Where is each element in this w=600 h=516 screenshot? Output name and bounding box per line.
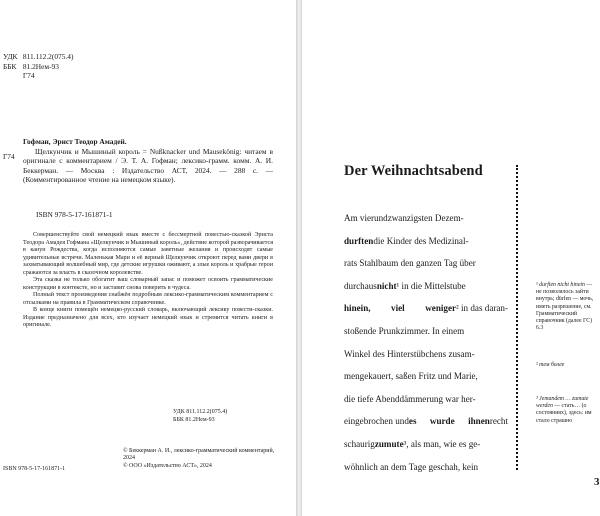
copyright-publisher: © ООО «Издательство АСТ», 2024 <box>123 462 212 469</box>
annotation-paragraph: Полный текст произведения снабжён подробным лексико-грамматическим комментарием с отсылками на правила в Грамматическом справочнике. <box>23 292 273 306</box>
text-line <box>344 456 508 479</box>
chapter-title: Der Weihnachtsabend <box>344 163 483 179</box>
commented-phrase: nicht <box>376 280 397 291</box>
g74-side: Г74 <box>3 152 15 161</box>
text-segment: Am vierundzwanzigsten Dezem- <box>344 213 464 223</box>
text-line <box>344 297 508 320</box>
footer-bbk: ББК 81.2Нем-93 <box>173 417 215 423</box>
dotted-rule <box>516 165 519 470</box>
copyright-commentary: © Беккерман А. И., лексико-грамматический комментарий, 2024 <box>123 448 275 462</box>
text-segment: rats Stahlbaum den ganzen Tag über <box>344 258 476 269</box>
left-page <box>0 0 296 516</box>
footnote-1: ¹ durften nicht hinein — не позволялось зайти внутрь; dürfen — мочь, иметь разрешение, см. Грамматический справочник (далее ГС) 6.3 <box>536 282 594 332</box>
text-segment: stoßende Prunkzimmer. In einem <box>344 325 465 336</box>
text-segment: ² in das daran- <box>456 303 508 314</box>
text-segment: eingebrochen und <box>344 416 409 427</box>
author-heading: Гофман, Эрнст Теодор Амадей. <box>23 137 127 146</box>
udk-line: УДК 811.112.2(075.4) <box>3 52 74 61</box>
text-segment: mengekauert, saßen Fritz und Marie, <box>344 371 478 382</box>
text-segment: ¹ in die Mittelstube <box>396 280 466 291</box>
text-line <box>344 252 508 275</box>
classification-block <box>3 52 73 81</box>
annotation <box>23 232 273 330</box>
copyright-block <box>123 448 283 470</box>
text-segment: schaurig <box>344 438 375 449</box>
text-line <box>344 433 508 456</box>
page-number: 3 <box>594 476 600 488</box>
text-line <box>344 343 508 366</box>
text-line <box>344 365 508 388</box>
footer-udk: УДК 811.112.2(075.4) <box>173 409 228 415</box>
bibliographic-description: Щелкунчик и Мышиный король = Nußknacker und Mausekönig: читаем в оригинале с комментарием / Э. Т. А. Гофман; лексико-грамм. комм. А. И. Беккерман. — Москва : Издательство АСТ, 2024. — 288 с. — (Комментированное чтение на немецком языке). <box>23 146 273 185</box>
bibliographic-entry <box>23 137 273 185</box>
annotation-paragraph: В конце книги помещён немецко-русский словарь, включающий лексику повести-сказки. Издание предназначено для всех, кто изучает немецкий язык и стремится читать книги в оригинале. <box>23 307 273 328</box>
commented-phrase: durften <box>344 235 374 246</box>
text-line <box>344 320 508 343</box>
annotation-paragraph: Эта сказка не только обогатит ваш словарный запас и поможет освоить грамматические конструкции в контексте, но и заставит снова поверить в чудеса. <box>23 277 273 291</box>
text-line <box>344 275 508 298</box>
text-segment: Winkel des Hinterstübchens zusam- <box>344 348 475 359</box>
text-segment: durchaus <box>344 280 377 291</box>
text-segment: ³, als man, wie es ge- <box>403 438 481 449</box>
main-text <box>344 207 508 478</box>
text-segment: recht <box>489 416 508 427</box>
text-line <box>344 207 508 230</box>
text-line <box>344 388 508 411</box>
text-line <box>344 230 508 253</box>
bbk-line: ББК 81.2Нем-93 <box>3 61 59 71</box>
footer-isbn: ISBN 978-5-17-161871-1 <box>3 466 66 472</box>
text-segment: die Kinder des Medizinal- <box>373 235 469 246</box>
commented-phrase: hinein, viel weniger <box>344 303 457 314</box>
commented-phrase: zumute <box>374 438 404 449</box>
right-page <box>302 0 600 516</box>
g74-top: Г74 <box>22 71 35 81</box>
annotation-paragraph: Совершенствуйте свой немецкий язык вместе с бессмертной повестью-сказкой Эрнста Теодора Амадея Гофмана «Щелкунчик и Мышиный король», действие которой разворачивается в канун Рождества, когда исполняются самые заветные желания и происходят самые удивительные встречи. Маленькая Мари и её верный Щелкунчик откроют перед вами двери в захватывающий волшебный мир, где детские игрушки оживают, а злые король и храбрые герои сражаются за власть в сказочном королевстве. <box>23 232 273 276</box>
isbn-main: ISBN 978-5-17-161871-1 <box>36 210 113 219</box>
footnote-3: ³ Jemandem … zumute werden — стать… (о состояниях), здесь: им стало страшно <box>536 396 592 424</box>
text-segment: wöhnlich an dem Tage geschah, kein <box>344 461 479 472</box>
commented-phrase: es wurde ihnen <box>408 416 490 427</box>
text-line <box>344 410 508 433</box>
footnote-2: ² тем более <box>536 362 565 368</box>
text-segment: die tiefe Abenddämmerung war her- <box>344 393 476 404</box>
